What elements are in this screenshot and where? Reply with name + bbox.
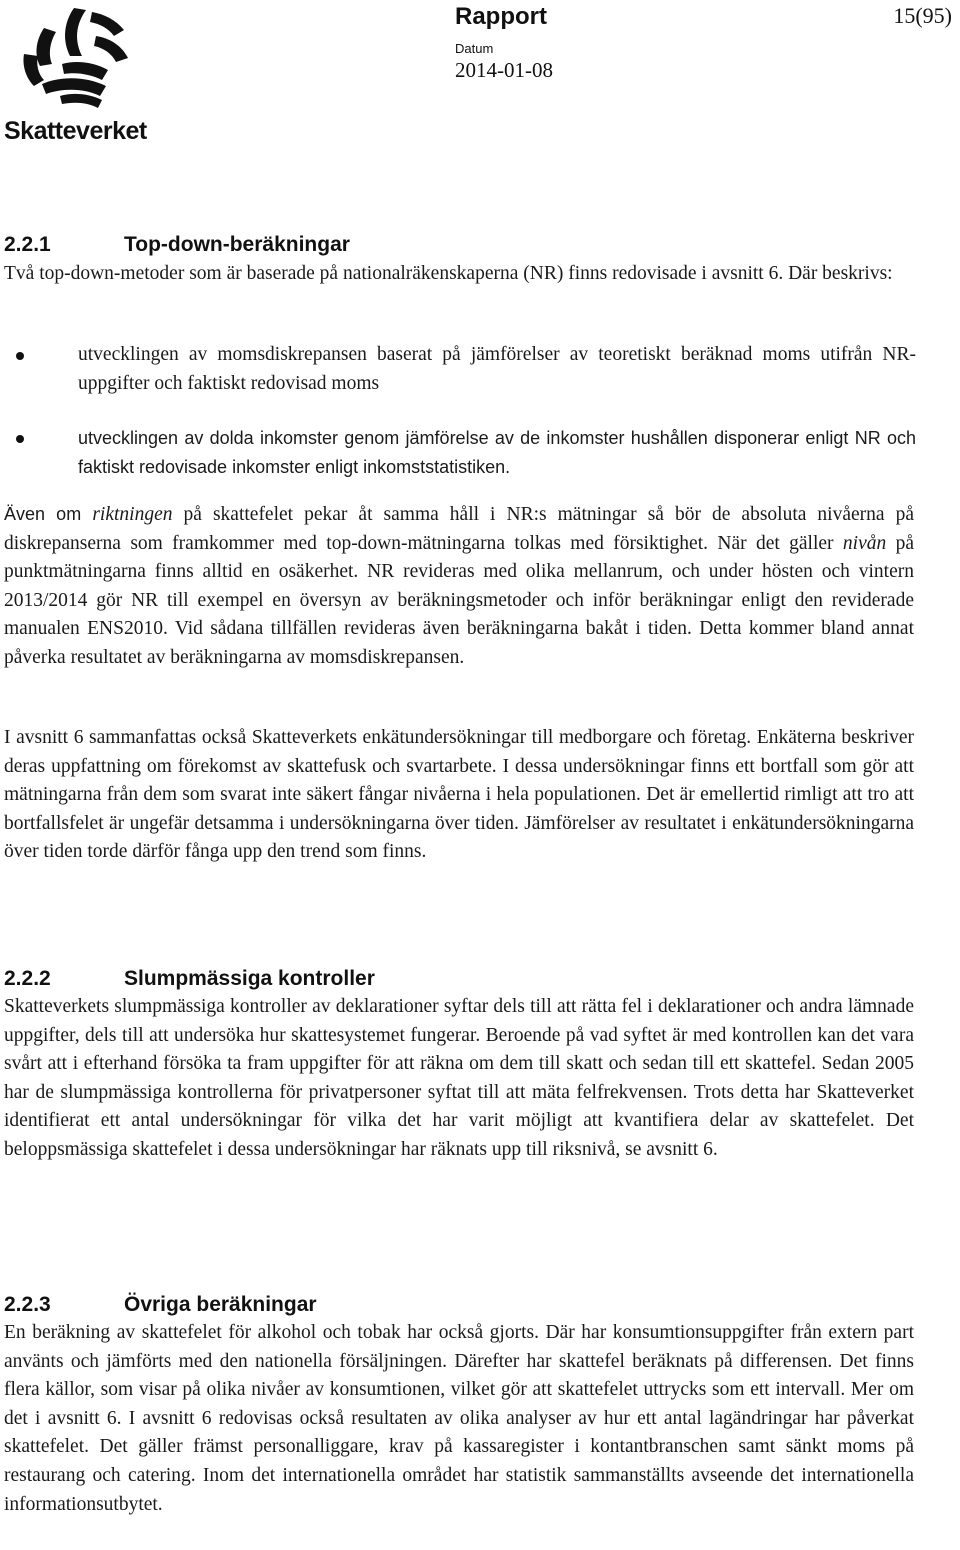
- page-number: 15(95): [893, 3, 952, 28]
- section-title: Övriga beräkningar: [124, 1293, 317, 1316]
- section-number: 2.2.2: [4, 967, 51, 990]
- bullet-item-dolda-inkomster: utvecklingen av dolda inkomster genom jämförelse av de inkomster hushållen disponerar enligt NR och faktiskt redovisade inkomster enligt inkomststatistiken.: [78, 428, 916, 477]
- bullet-item-momsdiskrepans: utvecklingen av momsdiskrepansen baserat på jämförelser av teoretiskt beräknad moms utifrån NR-uppgifter och faktiskt redovisad moms: [78, 344, 916, 394]
- section-title: Slumpmässiga kontroller: [124, 967, 375, 990]
- document-date: 2014-01-08: [455, 58, 553, 82]
- section-number: 2.2.3: [4, 1293, 51, 1316]
- paragraph-ovriga-berakningar: En beräkning av skattefelet för alkohol och tobak har också gjorts. Där har konsumtionsuppgifter från extern part använts och jämförts med den nationella försäljningen. Därefter har skattefel beräknats på differensen. Det finns flera källor, som visar på olika nivåer av konsumtionen, vilket gör att skattefelet uttrycks som ett intervall. Mer om det i avsnitt 6. I avsnitt 6 redovisas också resultaten av olika analyser av hur ett antal lagändringar har påverkat skattefelet. Det gäller främst personalliggare, krav på kassaregister i kontantbranschen samt sänkt moms på restaurang och catering. Inom det internationella området har statistik sammanställts avseende det internationella informationsutbytet.: [4, 1322, 914, 1515]
- paragraph-enkatundersokningar: I avsnitt 6 sammanfattas också Skatteverkets enkätundersökningar till medborgare och företag. Enkäterna beskriver deras uppfattning om förekomst av skattefusk och svartarbete. I dessa undersökningar finns ett bortfall som gör att mätningarna från dem som svarat inte säkert fångar nivåerna i hela populationen. Det är emellertid rimligt att tro att bortfallsfelet är ungefär detsamma i undersökningarna över tiden. Jämförelser av resultatet i enkätundersökningarna över tiden torde därför fånga upp den trend som finns.: [4, 727, 914, 863]
- date-label: Datum: [455, 41, 494, 56]
- paragraph-riktningen: Även om riktningen på skattefelet pekar åt samma håll i NR:s mätningar så bör de absoluta nivåerna på diskrepanserna som framkommer med top-down-mätningarna tolkas med försiktighet. När det gäller nivån på punktmätningarna finns alltid en osäkerhet. NR revideras med olika mellanrum, och under hösten och vintern 2013/2014 gör NR till exempel en översyn av beräkningsmetoder och inför beräkningar enligt den reviderade manualen ENS2010. Vid sådana tillfällen revideras även beräkningarna bakåt i tiden. Detta kommer bland annat påverka resultatet av beräkningarna av momsdiskrepansen.: [4, 504, 915, 668]
- section-heading-2-2-1: [4, 233, 350, 257]
- bullet-dot-icon: [16, 352, 24, 360]
- document-type-title: Rapport: [455, 3, 547, 30]
- intro-paragraph: Två top-down-metoder som är baserade på nationalräkenskaperna (NR) finns redovisade i avsnitt 6. Där beskrivs:: [4, 263, 893, 284]
- section-number: 2.2.1: [4, 233, 51, 256]
- paragraph-slumpmassiga-kontroller: Skatteverkets slumpmässiga kontroller av deklarationer syftar dels till att rätta fel i deklarationer och andra lämnade uppgifter, dels till att undersöka hur skattesystemet fungerar. Beroende på vad syftet är med kontrollen kan det vara svårt att i efterhand försöka ta fram uppgifter för att räkna om dem till skatt och sedan till ett skattefel. Sedan 2005 har de slumpmässiga kontrollerna för privatpersoner syftat till att mäta felfrekvensen. Trots detta har Skatteverket identifierat ett antal undersökningar för vilka det har varit möjligt att kvantifiera delar av skattefelet. Det beloppsmässiga skattefelet i dessa undersökningar har räknats upp till riksnivå, se avsnitt 6.: [4, 996, 914, 1160]
- bullet-dot-icon: [16, 435, 24, 443]
- crown-emblem-icon: [4, 4, 160, 116]
- section-heading-2-2-2: [4, 967, 375, 991]
- section-title: Top-down-beräkningar: [124, 233, 350, 256]
- logo-wordmark: Skatteverket: [4, 117, 147, 145]
- section-heading-2-2-3: [4, 1293, 317, 1317]
- skatteverket-logo: [4, 4, 160, 146]
